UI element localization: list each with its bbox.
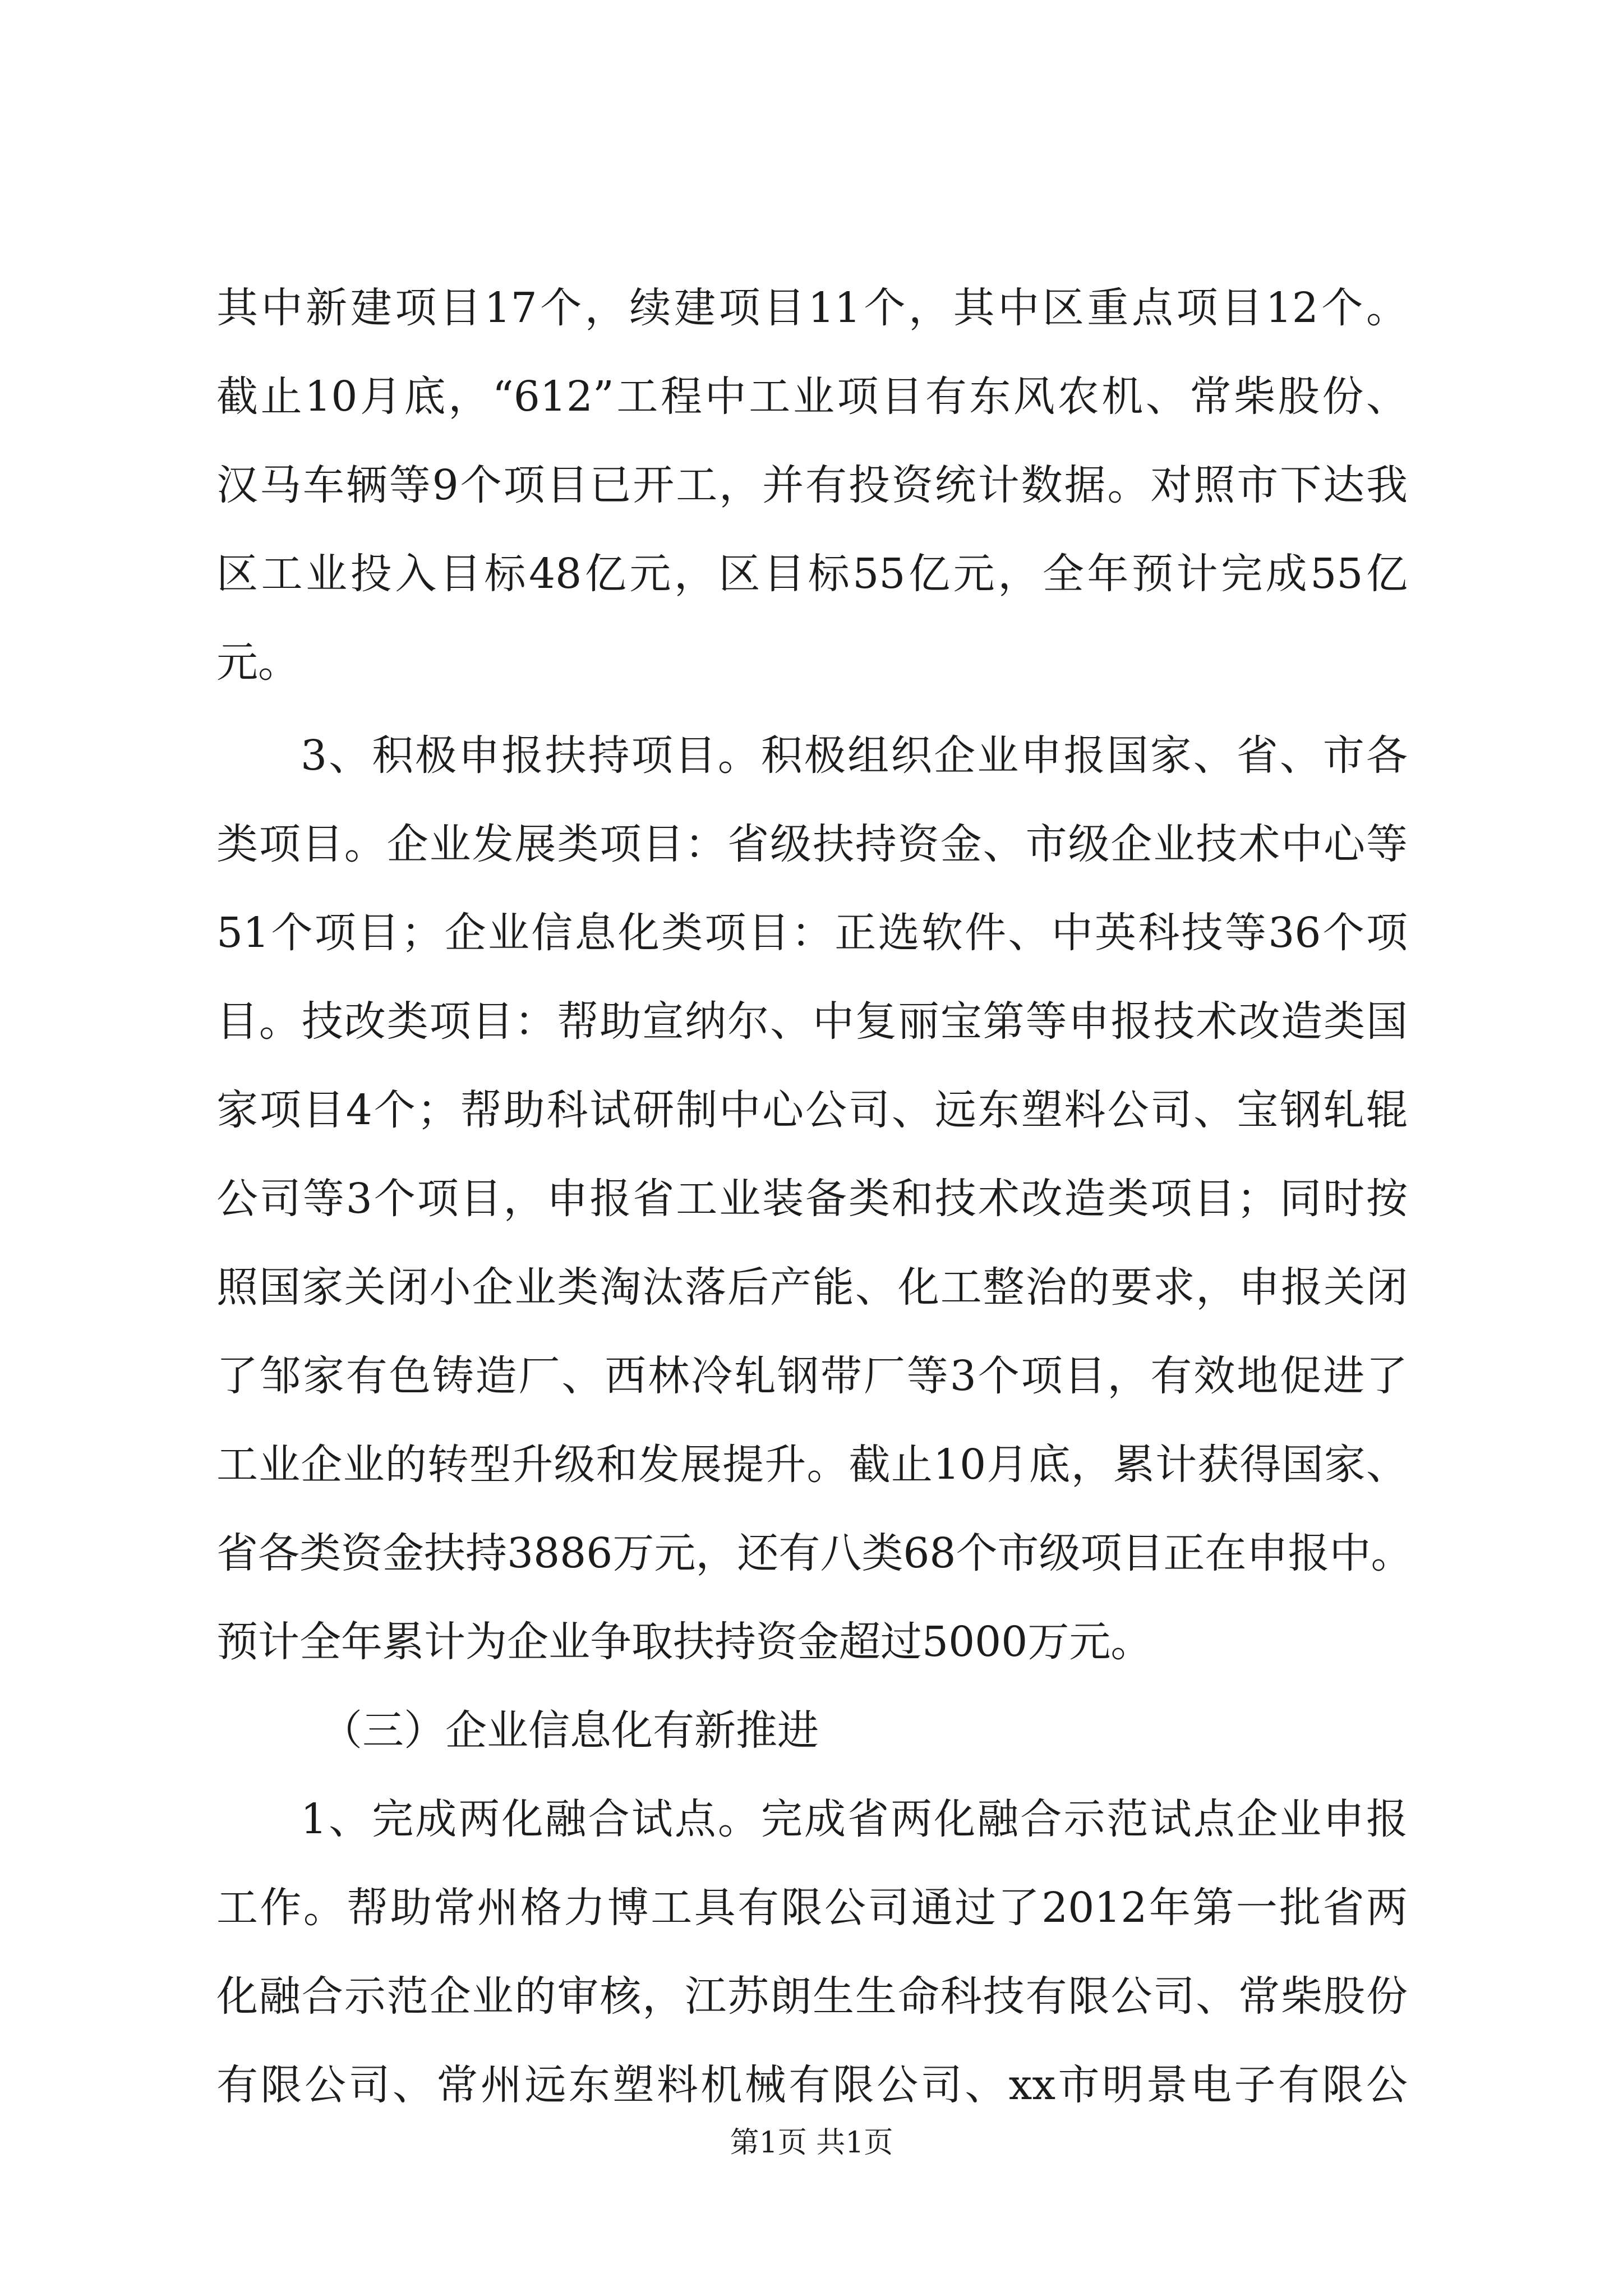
paragraph-line: 汉马车辆等9个项目已开工，并有投资统计数据。对照市下达我: [216, 461, 1408, 509]
paragraph-line: 3、积极申报扶持项目。积极组织企业申报国家、省、市各: [301, 731, 1408, 780]
paragraph-line: 工业企业的转型升级和发展提升。截止10月底，累计获得国家、: [216, 1441, 1408, 1489]
paragraph-line: 家项目4个；帮助科试研制中心公司、远东塑料公司、宝钢轧辊: [216, 1086, 1408, 1134]
paragraph-line: 类项目。企业发展类项目：省级扶持资金、市级企业技术中心等: [216, 820, 1408, 868]
paragraph-line: 目。技改类项目：帮助宣纳尔、中复丽宝第等申报技术改造类国: [216, 997, 1408, 1046]
paragraph-line: 有限公司、常州远东塑料机械有限公司、xx市明景电子有限公: [216, 2061, 1408, 2109]
paragraph-line: 省各类资金扶持3886万元，还有八类68个市级项目正在申报中。: [216, 1529, 1413, 1577]
paragraph-line: 其中新建项目17个，续建项目11个，其中区重点项目12个。: [216, 284, 1408, 332]
paragraph-line: 截止10月底，“612”工程中工业项目有东风农机、常柴股份、: [216, 372, 1408, 421]
document-body: [216, 264, 1413, 2129]
paragraph-line: 区工业投入目标48亿元，区目标55亿元，全年预计完成55亿: [216, 550, 1408, 598]
paragraph-line: 预计全年累计为企业争取扶持资金超过5000万元。: [216, 1618, 1152, 1666]
paragraph-line: 元。: [216, 638, 299, 687]
paragraph-line: 公司等3个项目，申报省工业装备类和技术改造类项目；同时按: [216, 1175, 1408, 1223]
paragraph-line: 1、完成两化融合试点。完成省两化融合示范试点企业申报: [301, 1795, 1408, 1843]
paragraph-line: 了邹家有色铸造厂、西林冷轧钢带厂等3个项目，有效地促进了: [216, 1352, 1408, 1400]
page-footer: 第1页 共1页: [730, 2126, 893, 2160]
paragraph-line: 51个项目；企业信息化类项目：正选软件、中英科技等36个项: [216, 909, 1408, 957]
paragraph-gap: [216, 707, 1408, 711]
paragraph-line: 化融合示范企业的审核，江苏朗生生命科技有限公司、常柴股份: [216, 1972, 1408, 2021]
paragraph-line: 工作。帮助常州格力博工具有限公司通过了2012年第一批省两: [216, 1884, 1408, 1932]
paragraph-line: 照国家关闭小企业类淘汰落后产能、化工整治的要求，申报关闭: [216, 1263, 1408, 1312]
section-heading: （三）企业信息化有新推进: [321, 1706, 819, 1755]
